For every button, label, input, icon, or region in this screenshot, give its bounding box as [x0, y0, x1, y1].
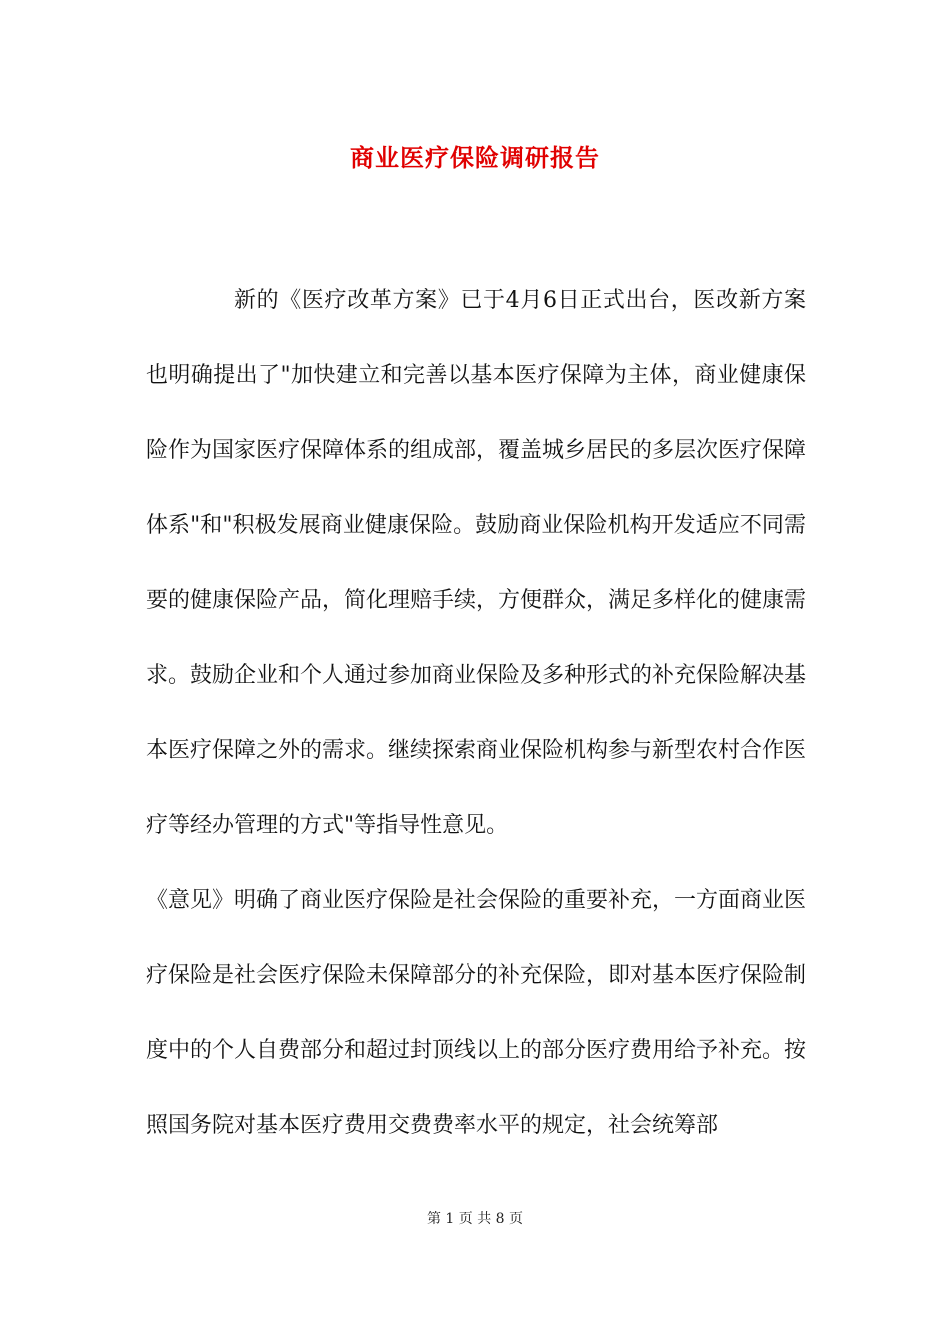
paragraph-2: 《意见》明确了商业医疗保险是社会保险的重要补充，一方面商业医疗保险是社会医疗保险未保障部分的补充保险，即对基本医疗保险制度中的个人自费部分和超过封顶线以上的部分医疗费用给予补充。按照国务院对基本医疗费用交费费率水平的规定，社会统筹部	[146, 888, 807, 1138]
paragraph-1: 新的《医疗改革方案》已于4月6日正式出台，医改新方案也明确提出了"加快建立和完善以基本医疗保障为主体，商业健康保险作为国家医疗保障体系的组成部，覆盖城乡居民的多层次医疗保障体系"和"积极发展商业健康保险。鼓励商业保险机构开发适应不同需要的健康保险产品，简化理赔手续，方便群众，满足多样化的健康需求。鼓励企业和个人通过参加商业保险及多种形式的补充保险解决基本医疗保障之外的需求。继续探索商业保险机构参与新型农村合作医疗等经办管理的方式"等指导性意见。	[146, 288, 807, 838]
document-title: 商业医疗保险调研报告	[350, 144, 600, 172]
page-footer: 第 1 页 共 8 页	[426, 1211, 524, 1227]
document-body	[146, 263, 806, 1163]
